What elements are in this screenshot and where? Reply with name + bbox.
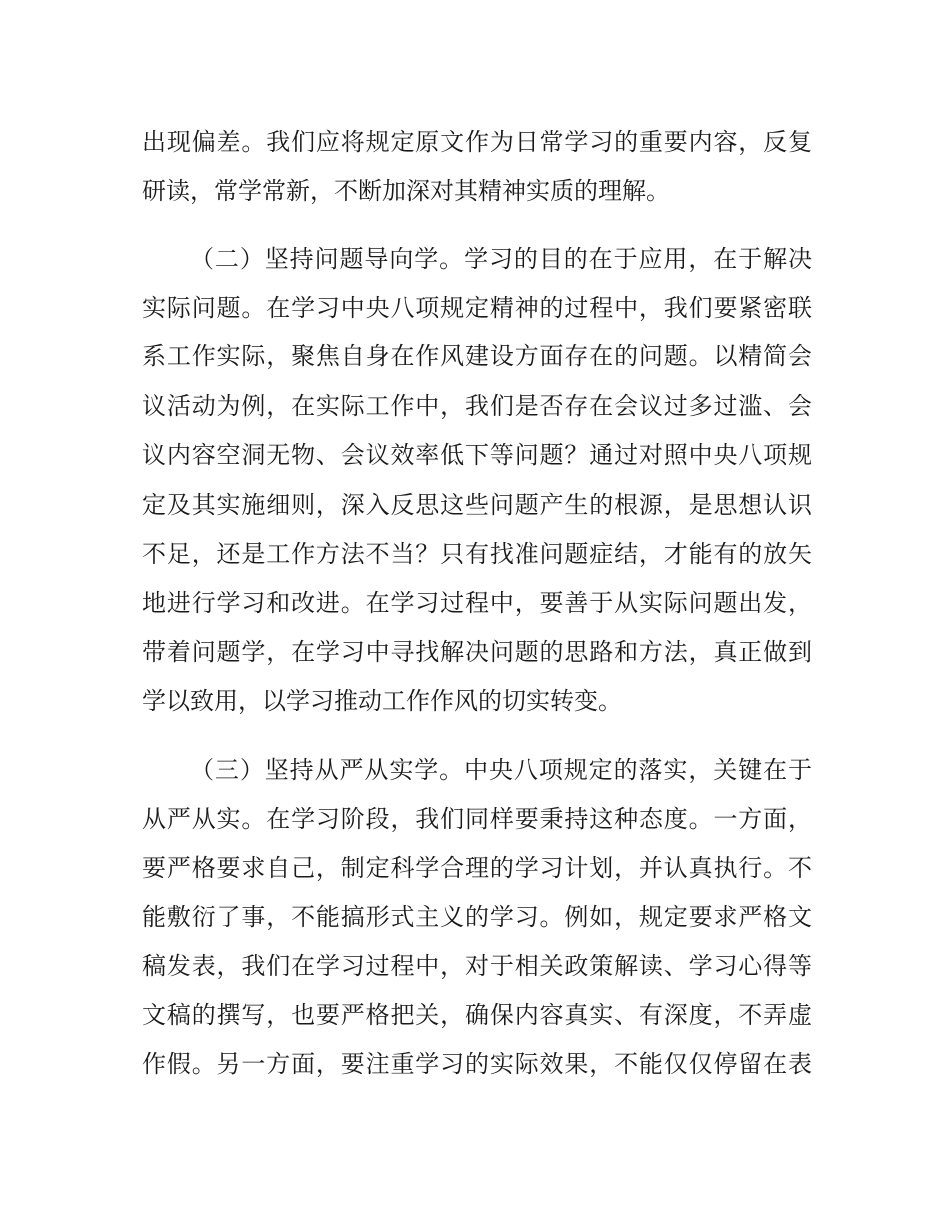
paragraph-2-line-2: 实际问题。在学习中央八项规定精神的过程中，我们要紧密联 [142, 294, 812, 322]
paragraph-1-line-2: 研读，常学常新，不断加深对其精神实质的理解。 [142, 177, 670, 205]
paragraph-2-line-9: 带着问题学，在学习中寻找解决问题的思路和方法，真正做到 [142, 638, 812, 666]
paragraph-3-line-6: 文稿的撰写，也要严格把关，确保内容真实、有深度，不弄虚 [142, 1001, 812, 1029]
paragraph-2-line-6: 定及其实施细则，深入反思这些问题产生的根源，是思想认识 [142, 491, 812, 519]
paragraph-2-line-3: 系工作实际，聚焦自身在作风建设方面存在的问题。以精简会 [142, 342, 812, 370]
paragraph-2-line-4: 议活动为例，在实际工作中，我们是否存在会议过多过滥、会 [142, 392, 812, 420]
paragraph-1-line-1: 出现偏差。我们应将规定原文作为日常学习的重要内容，反复 [142, 128, 812, 156]
paragraph-2-line-10: 学以致用，以学习推动工作作风的切实转变。 [142, 687, 622, 715]
paragraph-3-line-1: （三）坚持从严从实学。中央八项规定的落实，关键在于 [190, 756, 812, 784]
paragraph-3-line-2: 从严从实。在学习阶段，我们同样要秉持这种态度。一方面， [142, 805, 812, 833]
paragraph-3-line-4: 能敷衍了事，不能搞形式主义的学习。例如，规定要求严格文 [142, 903, 812, 931]
paragraph-2-line-5: 议内容空洞无物、会议效率低下等问题？通过对照中央八项规 [142, 441, 812, 469]
paragraph-3-line-3: 要严格要求自己，制定科学合理的学习计划，并认真执行。不 [142, 854, 812, 882]
paragraph-2-line-8: 地进行学习和改进。在学习过程中，要善于从实际问题出发， [142, 589, 812, 617]
paragraph-3-line-5: 稿发表，我们在学习过程中，对于相关政策解读、学习心得等 [142, 952, 812, 980]
paragraph-2-line-1: （二）坚持问题导向学。学习的目的在于应用，在于解决 [190, 245, 812, 273]
paragraph-3-line-7: 作假。另一方面，要注重学习的实际效果，不能仅仅停留在表 [142, 1050, 812, 1078]
paragraph-2-line-7: 不足，还是工作方法不当？只有找准问题症结，才能有的放矢 [142, 540, 812, 568]
